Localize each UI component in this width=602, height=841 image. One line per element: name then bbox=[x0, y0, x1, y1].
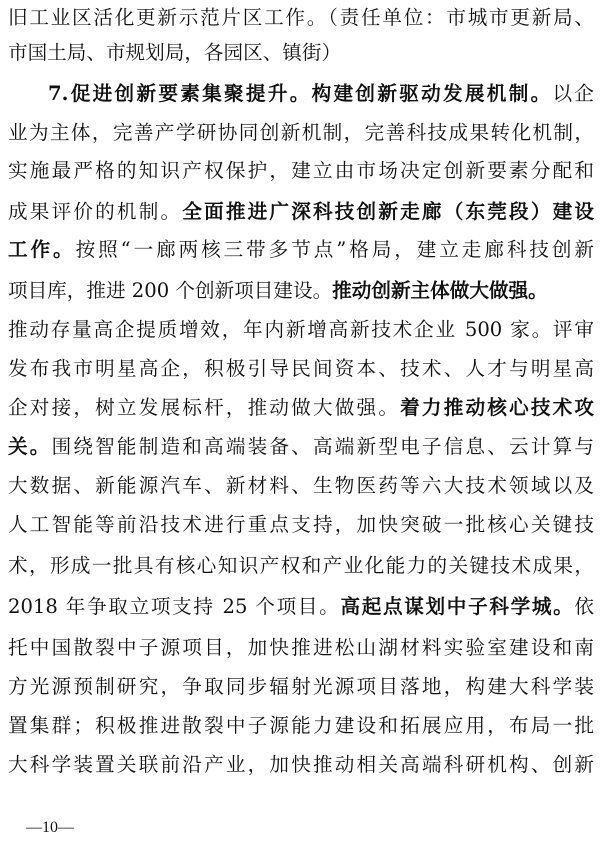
text-run: 企对接，树立发展标杆，推动做大做强。 bbox=[8, 396, 401, 419]
text-line bbox=[8, 592, 594, 622]
text-run: 依 bbox=[574, 595, 594, 618]
text-line bbox=[8, 471, 594, 501]
text-line bbox=[8, 276, 594, 306]
text-run: 以企 bbox=[552, 82, 594, 105]
text-line bbox=[8, 711, 594, 741]
text-run: 成果评价的机制。 bbox=[8, 200, 183, 223]
page-number: —10— bbox=[26, 819, 74, 836]
text-line bbox=[8, 633, 594, 663]
bold-text-run: 全面推进广深科技创新走廊（东莞段）建设 bbox=[182, 200, 594, 223]
text-run: 大数据、新能源汽车、新材料、生物医药等六大技术领域以及 bbox=[8, 474, 594, 497]
text-line bbox=[8, 118, 594, 148]
text-line bbox=[8, 750, 594, 780]
text-run: 术，形成一批具有核心知识产权和产业化能力的关键技术成果， bbox=[8, 554, 594, 577]
text-run: 旧工业区活化更新示范片区工作。（责任单位：市城市更新局、 bbox=[8, 6, 594, 29]
text-line bbox=[48, 79, 594, 109]
bold-text-run: 推动创新主体做大做强。 bbox=[332, 279, 548, 302]
bold-text-run: 高起点谋划中子科学城。 bbox=[340, 595, 575, 618]
text-run: 实施最严格的知识产权保护，建立由市场决定创新要素分配和 bbox=[8, 159, 594, 182]
text-line bbox=[8, 510, 594, 540]
text-line bbox=[8, 156, 594, 186]
text-run: 发布我市明星高企，积极引导民间资本、技术、人才与明星高 bbox=[8, 357, 594, 380]
bold-text-run: 工作。 bbox=[8, 238, 76, 261]
text-run: 市国土局、市规划局，各园区、镇街） bbox=[8, 41, 342, 64]
text-line bbox=[8, 393, 594, 423]
text-run: 人工智能等前沿技术进行重点支持，加快突破一批核心关键技 bbox=[8, 513, 594, 536]
text-line bbox=[8, 197, 594, 227]
text-line bbox=[8, 432, 594, 462]
text-run: 项目库，推进 200 个创新项目建设。 bbox=[8, 279, 333, 302]
text-run: 方光源预制研究，争取同步辐射光源项目落地，构建大科学装 bbox=[8, 675, 594, 698]
text-run: 大科学装置关联前沿产业，加快推动相关高端科研机构、创新 bbox=[8, 753, 594, 776]
text-line bbox=[8, 354, 594, 384]
bold-text-run: 着力推动核心技术攻 bbox=[400, 396, 594, 419]
text-run: 托中国散裂中子源项目，加快推进松山湖材料实验室建设和南 bbox=[8, 636, 594, 659]
text-line bbox=[8, 551, 594, 581]
text-line bbox=[8, 235, 594, 265]
bold-text-run: 关。 bbox=[8, 435, 52, 458]
text-line bbox=[8, 672, 594, 702]
text-run: 按照“一廊两核三带多节点”格局，建立走廊科技创新 bbox=[75, 238, 594, 261]
bold-text-run: 7.促进创新要素集聚提升。构建创新驱动发展机制。 bbox=[48, 82, 553, 105]
text-run: 业为主体，完善产学研协同创新机制，完善科技成果转化机制， bbox=[8, 121, 594, 144]
text-line bbox=[8, 315, 594, 345]
text-line bbox=[8, 3, 594, 33]
text-run: 2018 年争取立项支持 25 个项目。 bbox=[8, 595, 341, 618]
text-run: 推动存量高企提质增效，年内新增高新技术企业 500 家。评审 bbox=[8, 318, 594, 341]
text-run: 置集群；积极推进散裂中子源能力建设和拓展应用，布局一批 bbox=[8, 714, 594, 737]
text-run: 围绕智能制造和高端装备、高端新型电子信息、云计算与 bbox=[51, 435, 594, 458]
text-line bbox=[8, 38, 594, 68]
